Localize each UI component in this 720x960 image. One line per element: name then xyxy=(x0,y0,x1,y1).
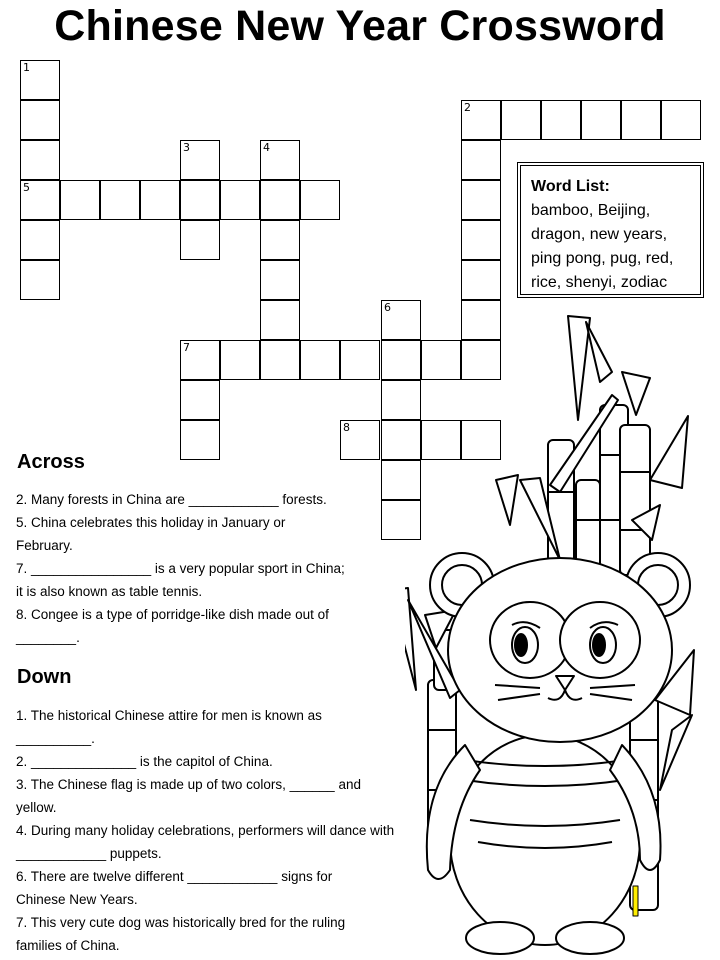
crossword-cell[interactable] xyxy=(180,380,220,420)
crossword-cell[interactable] xyxy=(461,220,501,260)
panda-bamboo-illustration xyxy=(405,308,720,960)
crossword-cell[interactable] xyxy=(180,140,220,180)
clue-across-2: 2. Many forests in China are ____________ forests. xyxy=(16,492,327,507)
word-list-line: ping pong, pug, red, xyxy=(531,250,674,267)
crossword-cell[interactable] xyxy=(300,340,340,380)
clue-down-4: 4. During many holiday celebrations, performers will dance with ____________ puppets. xyxy=(16,823,395,861)
crossword-cell[interactable] xyxy=(461,180,501,220)
crossword-cell[interactable] xyxy=(20,180,60,220)
crossword-cell[interactable] xyxy=(461,100,501,140)
crossword-cell[interactable] xyxy=(180,180,220,220)
clue-number: 8 xyxy=(343,421,350,434)
clue-down-2: 2. ______________ is the capitol of China. xyxy=(16,754,273,769)
clue-number: 1 xyxy=(23,61,30,74)
crossword-cell[interactable] xyxy=(20,140,60,180)
crossword-cell[interactable] xyxy=(260,260,300,300)
word-list-title: Word List: xyxy=(531,178,610,195)
clue-across-7: 7. ________________ is a very popular sport in China; it is also known as table tennis. xyxy=(16,561,345,599)
clue-across-5: 5. China celebrates this holiday in January or February. xyxy=(16,515,286,553)
crossword-cell[interactable] xyxy=(60,180,100,220)
crossword-cell[interactable] xyxy=(340,340,380,380)
crossword-cell[interactable] xyxy=(180,340,220,380)
crossword-cell[interactable] xyxy=(260,180,300,220)
crossword-cell[interactable] xyxy=(260,220,300,260)
clue-down-1: 1. The historical Chinese attire for men is known as __________. xyxy=(16,708,322,746)
crossword-cell[interactable] xyxy=(180,220,220,260)
clue-down-3: 3. The Chinese flag is made up of two colors, ______ and yellow. xyxy=(16,777,361,815)
crossword-cell[interactable] xyxy=(300,180,340,220)
word-list-box xyxy=(517,162,704,298)
crossword-cell[interactable] xyxy=(20,220,60,260)
crossword-cell[interactable] xyxy=(20,100,60,140)
crossword-cell[interactable] xyxy=(501,100,541,140)
crossword-cell[interactable] xyxy=(340,420,380,460)
crossword-cell[interactable] xyxy=(260,140,300,180)
crossword-cell[interactable] xyxy=(260,340,300,380)
word-list-line: dragon, new years, xyxy=(531,226,668,243)
clue-number: 2 xyxy=(464,101,471,114)
crossword-cell[interactable] xyxy=(661,100,701,140)
crossword-cell[interactable] xyxy=(541,100,581,140)
clue-number: 5 xyxy=(23,181,30,194)
crossword-cell[interactable] xyxy=(140,180,180,220)
clue-number: 4 xyxy=(263,141,270,154)
crossword-cell[interactable] xyxy=(461,140,501,180)
crossword-cell[interactable] xyxy=(180,420,220,460)
down-heading: Down xyxy=(17,666,72,688)
word-list-line: bamboo, Beijing, xyxy=(531,202,651,219)
crossword-cell[interactable] xyxy=(461,260,501,300)
clue-number: 6 xyxy=(384,301,391,314)
across-clues xyxy=(16,488,408,649)
crossword-cell[interactable] xyxy=(100,180,140,220)
crossword-cell[interactable] xyxy=(260,300,300,340)
crossword-cell[interactable] xyxy=(20,60,60,100)
crossword-cell[interactable] xyxy=(220,180,260,220)
crossword-cell[interactable] xyxy=(220,340,260,380)
across-heading: Across xyxy=(17,451,85,473)
crossword-cell[interactable] xyxy=(581,100,621,140)
clue-across-8: 8. Congee is a type of porridge-like dish made out of ________. xyxy=(16,607,329,645)
down-clues xyxy=(16,704,408,957)
clue-down-6: 6. There are twelve different ____________ signs for Chinese New Years. xyxy=(16,869,333,907)
crossword-cell[interactable] xyxy=(20,260,60,300)
word-list-line: rice, shenyi, zodiac xyxy=(531,274,668,291)
clue-number: 3 xyxy=(183,141,190,154)
crossword-cell[interactable] xyxy=(621,100,661,140)
clue-down-7: 7. This very cute dog was historically bred for the ruling families of China. xyxy=(16,915,346,953)
clue-number: 7 xyxy=(183,341,190,354)
page-title: Chinese New Year Crossword xyxy=(54,2,666,50)
